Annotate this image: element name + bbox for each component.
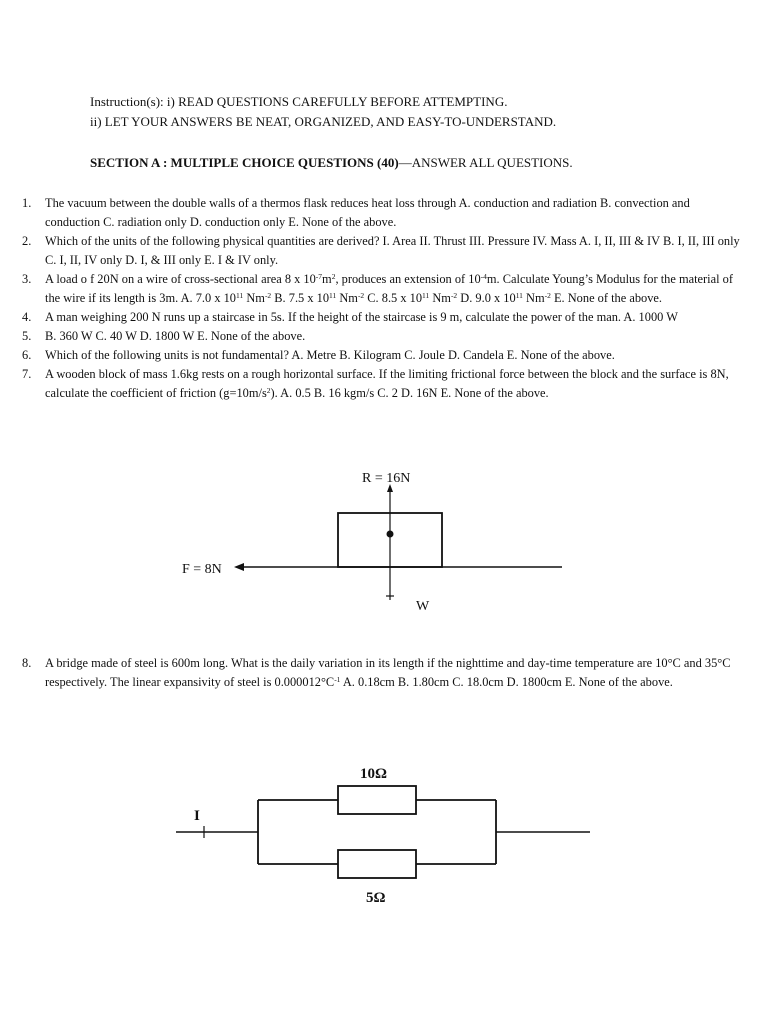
question-number: 4. (22, 310, 32, 324)
exponent: -7 (315, 272, 323, 281)
text-run: A. 0.18cm B. 1.80cm C. 18.0cm D. 1800cm E. None of the above. (340, 675, 673, 689)
question-1 (22, 194, 742, 232)
text-run: D. 9.0 x 10 (457, 291, 516, 305)
exponent: 11 (329, 291, 337, 300)
question-number: 8. (22, 656, 32, 670)
question-5 (22, 327, 742, 346)
question-text: Which of the following units is not fundamental? A. Metre B. Kilogram C. Joule D. Candela E. None of the above. (45, 348, 615, 362)
resistor-10-ohm (338, 786, 416, 814)
question-2 (22, 232, 742, 270)
instruction-line-2: ii) LET YOUR ANSWERS BE NEAT, ORGANIZED, AND EASY-TO-UNDERSTAND. (90, 114, 557, 129)
weight-label: W (416, 599, 430, 614)
question-text (45, 656, 731, 689)
reaction-label: R = 16N (362, 471, 411, 486)
exponent: 11 (515, 291, 523, 300)
parallel-circuit-diagram (170, 758, 610, 908)
question-number: 1. (22, 196, 32, 210)
exponent: -2 (264, 291, 272, 300)
text-run: C. 8.5 x 10 (364, 291, 423, 305)
center-of-mass-dot (387, 531, 394, 538)
question-text: B. 360 W C. 40 W D. 1800 W E. None of the above. (45, 329, 306, 343)
resistor-5-label: 5Ω (366, 890, 386, 906)
section-heading (90, 153, 573, 172)
exponent: -2 (357, 291, 365, 300)
exponent: -2 (544, 291, 551, 300)
question-text: A man weighing 200 N runs up a staircase in 5s. If the height of the staircase is 9 m, calculate the power of the man. A. 1000 W (45, 310, 678, 324)
question-8 (22, 654, 765, 692)
friction-diagram (170, 460, 590, 620)
instruction-line-1: Instruction(s): i) READ QUESTIONS CAREFULLY BEFORE ATTEMPTING. (90, 94, 508, 109)
resistor-10-label: 10Ω (360, 766, 388, 782)
exponent: -1 (334, 675, 341, 684)
question-7 (22, 365, 742, 403)
text-run: , produces an extension of 10 (335, 272, 481, 286)
exponent: -4 (480, 272, 487, 281)
exponent: 2 (331, 272, 336, 281)
exponent: 11 (422, 291, 430, 300)
text-run: m (322, 272, 332, 286)
text-run: Nm (336, 291, 358, 305)
text-run: m. Calculate Young’s Modulus for the material of the wire if its length is 3m. A. 7.0 x 10 (45, 272, 733, 305)
question-number: 3. (22, 272, 32, 286)
question-4 (22, 308, 742, 327)
question-text: Which of the units of the following physical quantities are derived? I. Area II. Thrust III. Pressure IV. Mass A. I, II, III & IV B. I, II, III only C. I, II, IV only D. I, & III only E. I & IV only. (45, 234, 740, 267)
text-run: E. None of the above. (550, 291, 663, 305)
section-heading-bold: SECTION A : MULTIPLE CHOICE QUESTIONS (40) (90, 155, 399, 170)
friction-arrowhead (234, 563, 244, 571)
resistor-5-ohm (338, 850, 416, 878)
question-number: 2. (22, 234, 32, 248)
text-run: A load o f 20N on a wire of cross-sectional area 8 x 10 (45, 272, 316, 286)
question-3 (22, 270, 742, 308)
question-number: 5. (22, 329, 32, 343)
question-text: The vacuum between the double walls of a thermos flask reduces heat loss through A. conduction and radiation B. convection and conduction C. radiation only D. conduction only E. None of the above. (45, 196, 690, 229)
exponent: 11 (236, 291, 244, 300)
question-list (22, 194, 742, 403)
current-label: I (194, 808, 200, 824)
text-run: Nm (243, 291, 265, 305)
question-text (45, 272, 733, 305)
instructions (90, 92, 730, 132)
friction-label: F = 8N (182, 562, 222, 577)
question-number: 7. (22, 367, 32, 381)
question-6 (22, 346, 742, 365)
exponent: -2 (450, 291, 458, 300)
text-run: Nm (522, 291, 545, 305)
text-run: ). A. 0.5 B. 16 kgm/s C. 2 D. 16N E. None of the above. (270, 386, 549, 400)
text-run: A bridge made of steel is 600m long. What is the daily variation in its length if the nighttime and day-time temperature are 10°C and 35°C respectively. The linear expansivity of steel is 0.000012°C (45, 656, 731, 689)
text-run: B. 7.5 x 10 (271, 291, 330, 305)
question-number: 6. (22, 348, 32, 362)
text-run: Nm (429, 291, 451, 305)
question-text (45, 367, 729, 400)
section-heading-rest: —ANSWER ALL QUESTIONS. (398, 155, 573, 170)
exponent: 2 (266, 386, 271, 395)
text-run: A wooden block of mass 1.6kg rests on a rough horizontal surface. If the limiting frictional force between the block and the surface is 8N, calculate the coefficient of friction (g=10m/s (45, 367, 729, 400)
